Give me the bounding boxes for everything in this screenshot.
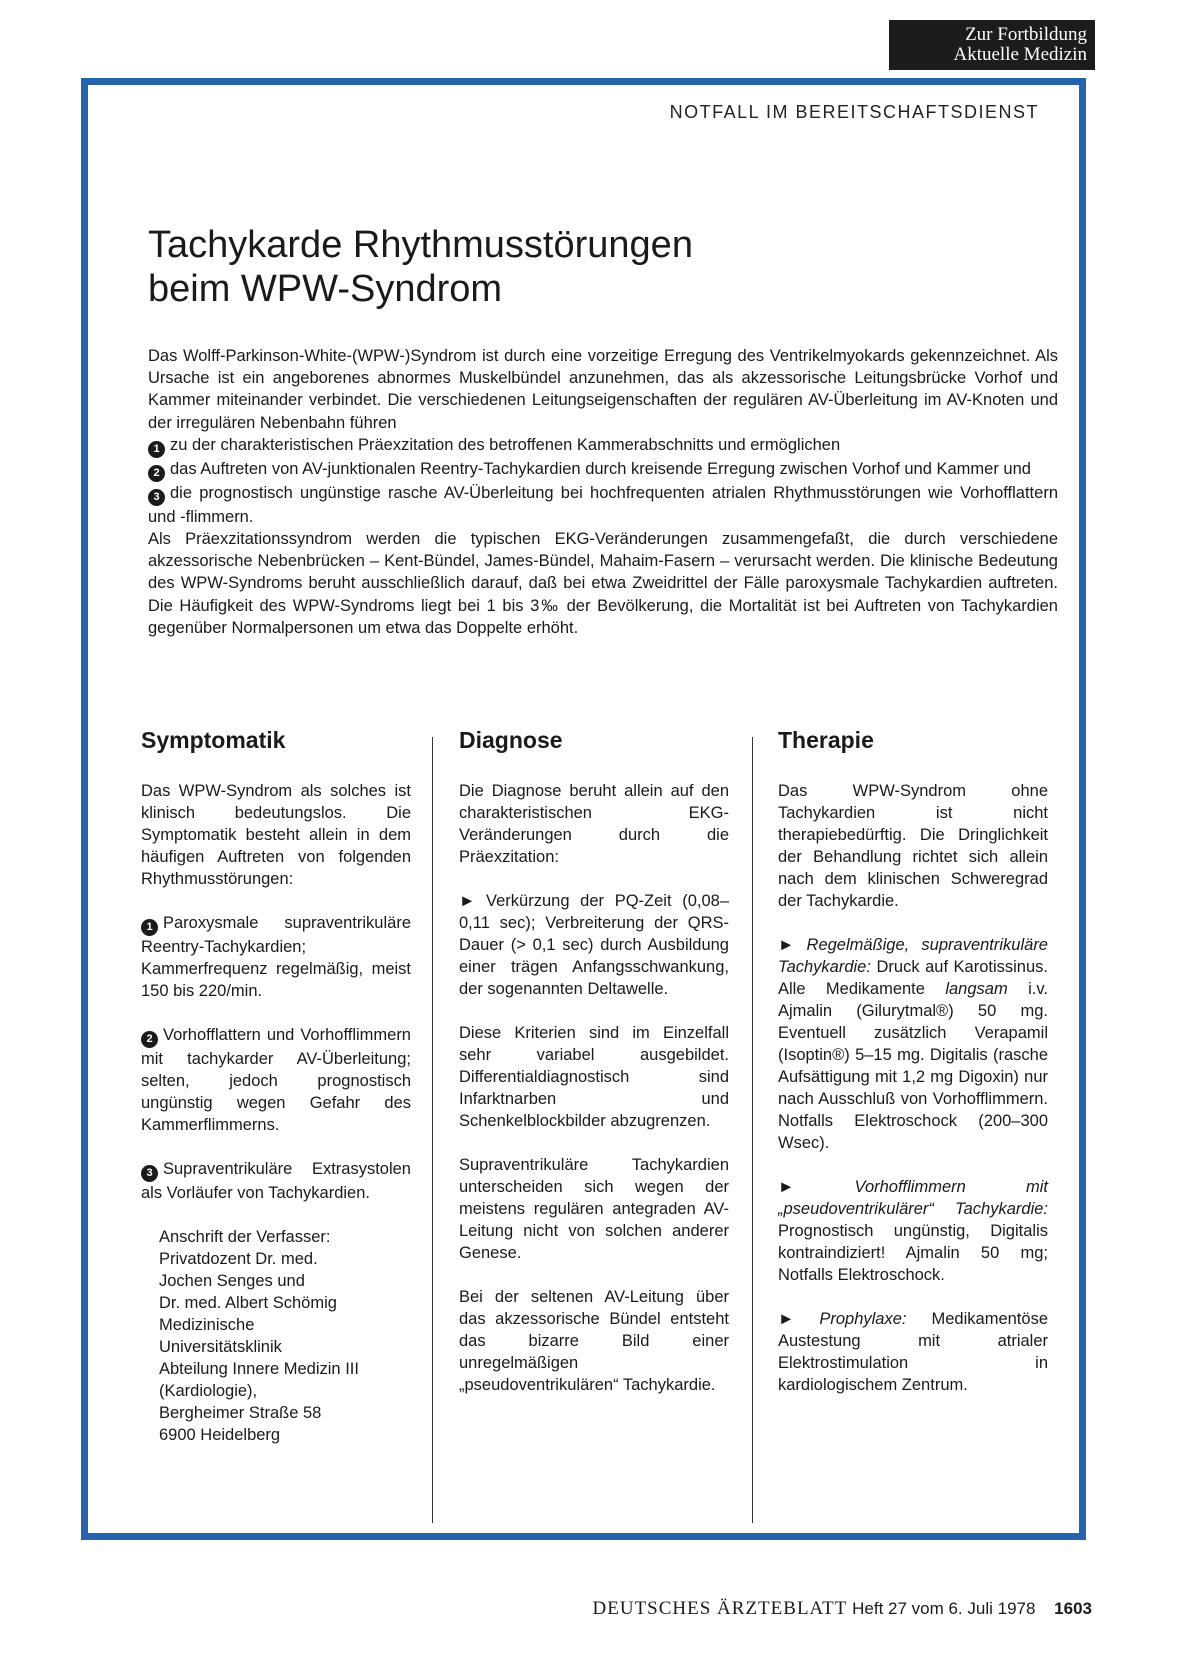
- section-tag: [889, 20, 1095, 70]
- intro-list-item: [148, 458, 1058, 482]
- subheading-label: Regelmäßige, supraventrikuläre Tachykardie:: [778, 936, 1048, 976]
- paragraph: Das WPW-Syndrom als solches ist klinisch bedeutungslos. Die Symptomatik besteht allein in dem häufigen Auftreten von folgenden Rhythmusstörungen:: [141, 782, 411, 888]
- section-tag-line1: Zur Fortbildung: [965, 24, 1087, 45]
- intro-item-text: das Auftreten von AV-junktionalen Reentry-Tachykardien durch kreisende Erregung zwischen Vorhof und Kammer und: [170, 459, 1031, 478]
- paragraph: Supraventrikuläre Tachykardien unterscheiden sich wegen der meistens regulären antegraden AV-Leitung nicht von solchen anderer Genese.: [459, 1156, 729, 1262]
- address-line: Anschrift der Verfasser:: [159, 1228, 331, 1246]
- list-item: [141, 1158, 411, 1204]
- number-marker-2-icon: 2: [141, 1031, 158, 1048]
- heading-diagnose: Diagnose: [459, 727, 563, 753]
- list-item-text: Paroxysmale supraventrikuläre Reentry-Tachykardien; Kammerfrequenz regelmäßig, meist 150 bis 220/min.: [141, 914, 411, 1000]
- list-item: [141, 912, 411, 1002]
- address-line: Privatdozent Dr. med.: [159, 1250, 318, 1268]
- article-title: [148, 223, 693, 311]
- paragraph: Das WPW-Syndrom ohne Tachykardien ist nicht therapiebedürftig. Die Dringlichkeit der Behandlung richtet sich allein nach dem klinischen Schweregrad der Tachykardie.: [778, 782, 1048, 910]
- address-line: Universitätsklinik: [159, 1338, 282, 1356]
- address-line: Abteilung Innere Medizin III: [159, 1360, 359, 1378]
- emphasis-text: langsam: [945, 980, 1008, 998]
- subheading-label: Prophylaxe:: [819, 1310, 907, 1328]
- address-line: Dr. med. Albert Schömig: [159, 1294, 337, 1312]
- intro-list-item: [148, 482, 1058, 528]
- heading-symptomatik: Symptomatik: [141, 727, 286, 753]
- intro-list-item: [148, 434, 1058, 458]
- article-kicker: NOTFALL IM BEREITSCHAFTSDIENST: [669, 102, 1039, 122]
- journal-name: DEUTSCHES ÄRZTEBLATT: [592, 1598, 848, 1619]
- paragraph: [459, 890, 729, 1000]
- intro-item-text: die prognostisch ungünstige rasche AV-Überleitung bei hochfrequenten atrialen Rhythmusstörungen wie Vorhofflattern und -flimmern.: [148, 483, 1058, 526]
- column-diagnose: [459, 725, 729, 1418]
- issue-info: Heft 27 vom 6. Juli 1978: [852, 1599, 1036, 1618]
- arrow-right-icon: ►: [778, 936, 795, 954]
- address-line: Jochen Senges und: [159, 1272, 305, 1290]
- author-address: [159, 1226, 411, 1446]
- number-marker-1-icon: 1: [148, 441, 165, 458]
- subheading-label: Vorhofflimmern mit „pseudoventrikulärer“ Tachykardie:: [778, 1178, 1048, 1218]
- article-title-line1: Tachykarde Rhythmusstörungen: [148, 224, 693, 266]
- column-divider: [432, 737, 433, 1523]
- paragraph-text: Verkürzung der PQ-Zeit (0,08–0,11 sec); Verbreiterung der QRS-Dauer (> 0,1 sec) durch Ausbildung einer trägen Anfangsschwankung, der sogenannten Deltawelle.: [459, 892, 729, 998]
- paragraph: [778, 1308, 1048, 1396]
- arrow-right-icon: ►: [459, 892, 476, 910]
- address-line: Bergheimer Straße 58: [159, 1404, 322, 1422]
- address-line: (Kardiologie),: [159, 1382, 258, 1400]
- page-number: 1603: [1054, 1599, 1092, 1618]
- number-marker-2-icon: 2: [148, 465, 165, 482]
- intro-section: [148, 345, 1058, 639]
- list-item-text: Vorhofflattern und Vorhofflimmern mit tachykarder AV-Überleitung; selten, jedoch prognostisch ungünstig wegen Gefahr des Kammerflimmerns.: [141, 1026, 411, 1134]
- paragraph: Bei der seltenen AV-Leitung über das akzessorische Bündel entsteht das bizarre Bild einer unregelmäßigen „pseudoventrikulären“ Tachykardie.: [459, 1288, 729, 1394]
- arrow-right-icon: ►: [778, 1178, 795, 1196]
- column-symptomatik: [141, 725, 411, 1446]
- paragraph: [778, 934, 1048, 1154]
- intro-paragraph: Das Wolff-Parkinson-White-(WPW-)Syndrom ist durch eine vorzeitige Erregung des Ventrikelmyokards gekennzeichnet. Als Ursache ist ein angeborenes abnormes Muskelbündel anzunehmen, das als akzessorische Leitungsbrücke Vorhof und Kammer miteinander verbindet. Die verschiedenen Leitungseigenschaften der regulären AV-Überleitung im AV-Knoten und der irregulären Nebenbahn führen: [148, 347, 1058, 432]
- paragraph-text: i.v. Ajmalin (Gilurytmal®) 50 mg. Eventuell zusätzlich Verapamil (Isoptin®) 5–15 mg. Digitalis (rasche Aufsättigung mit 1,2 mg Digoxin) nur nach Ausschluß von Vorhofflimmern. Notfalls Elektroschock (200–300 Wsec).: [778, 980, 1048, 1152]
- section-tag-line2: Aktuelle Medizin: [953, 44, 1087, 65]
- heading-therapie: Therapie: [778, 727, 874, 753]
- arrow-right-icon: ►: [778, 1310, 795, 1328]
- paragraph: Die Diagnose beruht allein auf den charakteristischen EKG-Veränderungen durch die Präexzitation:: [459, 782, 729, 866]
- paragraph: Diese Kriterien sind im Einzelfall sehr variabel ausgebildet. Differentialdiagnostisch sind Infarktnarben und Schenkelblockbilder abzugrenzen.: [459, 1024, 729, 1130]
- list-item-text: Supraventrikuläre Extrasystolen als Vorläufer von Tachykardien.: [141, 1160, 411, 1202]
- number-marker-1-icon: 1: [141, 919, 158, 936]
- column-divider: [752, 737, 753, 1523]
- column-therapie: [778, 725, 1048, 1418]
- article-frame: [81, 78, 1086, 1540]
- paragraph-text: Prognostisch ungünstig, Digitalis kontraindiziert! Ajmalin 50 mg; Notfalls Elektroschock.: [778, 1222, 1048, 1284]
- number-marker-3-icon: 3: [148, 489, 165, 506]
- intro-item-text: zu der charakteristischen Präexzitation des betroffenen Kammerabschnitts und ermöglichen: [170, 435, 841, 454]
- page-footer: [480, 1598, 1092, 1620]
- paragraph-text: Medikamentöse Austestung mit atrialer Elektrostimulation in kardiologischem Zentrum.: [778, 1310, 1048, 1394]
- address-line: Medizinische: [159, 1316, 255, 1334]
- article-title-line2: beim WPW-Syndrom: [148, 268, 503, 310]
- paragraph: [778, 1176, 1048, 1286]
- number-marker-3-icon: 3: [141, 1165, 158, 1182]
- address-line: 6900 Heidelberg: [159, 1426, 281, 1444]
- paragraph-text: Druck auf Karotissinus. Alle Medikamente: [778, 958, 1048, 998]
- list-item: [141, 1024, 411, 1136]
- intro-paragraph: Als Präexzitationssyndrom werden die typischen EKG-Veränderungen zusammengefaßt, die durch verschiedene akzessorische Nebenbrücken – Kent-Bündel, James-Bündel, Mahaim-Fasern – verursacht werden. Die klinische Bedeutung des WPW-Syndroms beruht ausschließlich darauf, daß bei etwa Zweidrittel der Fälle paroxysmale Tachykardien auftreten. Die Häufigkeit des WPW-Syndroms liegt bei 1 bis 3‰ der Bevölkerung, die Mortalität ist bei Auftreten von Tachykardien gegenüber Normalpersonen um etwa das Doppelte erhöht.: [148, 530, 1058, 637]
